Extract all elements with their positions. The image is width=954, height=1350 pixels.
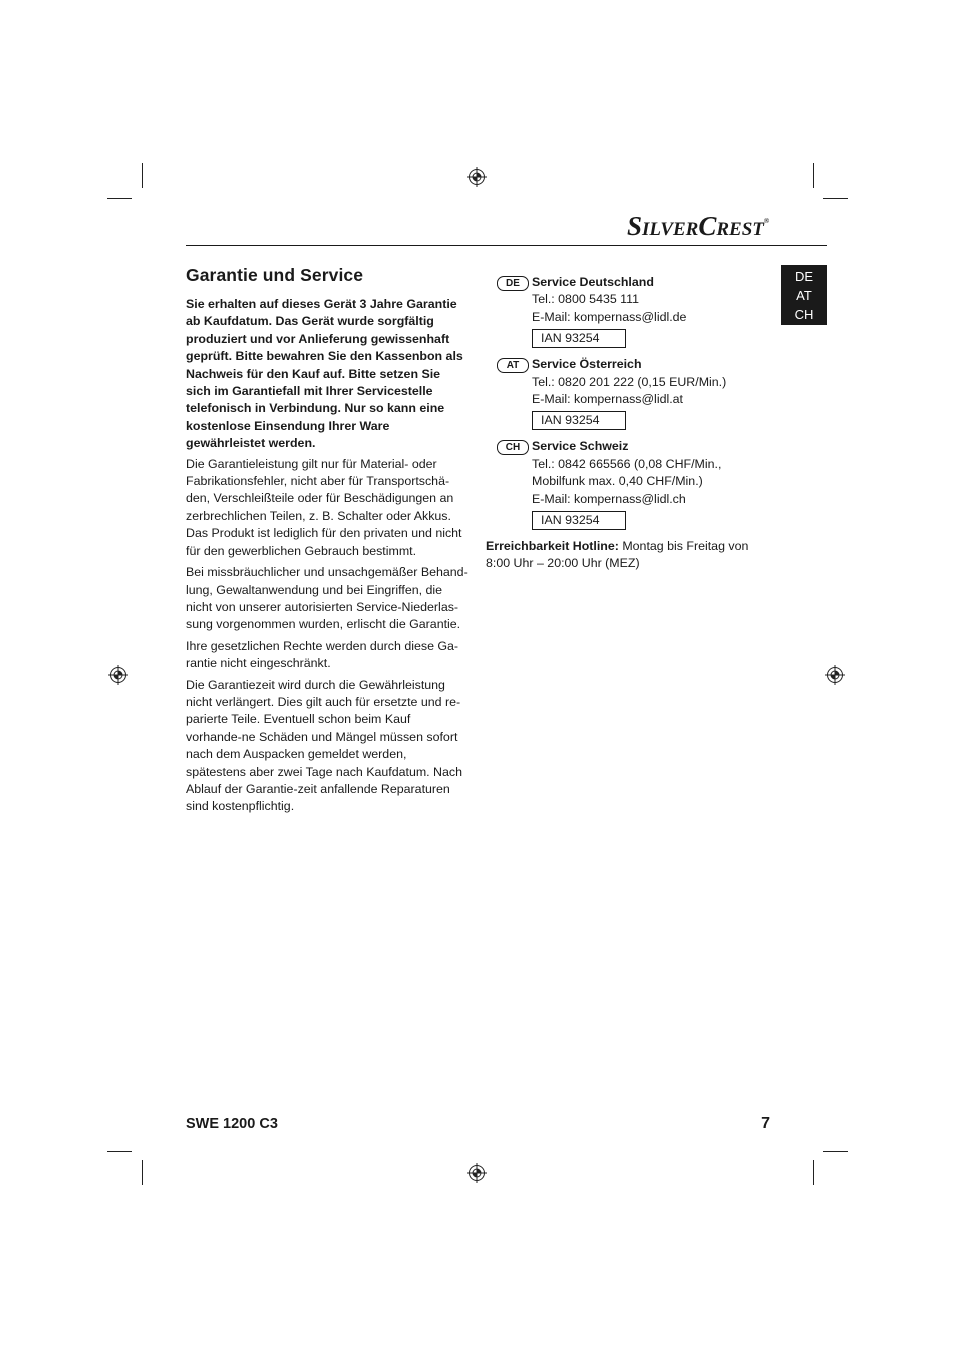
page-title: Garantie und Service <box>186 265 364 285</box>
language-code: DE <box>794 269 814 284</box>
header-rule <box>186 245 827 246</box>
service-block-ch <box>486 438 766 530</box>
crop-mark <box>107 1151 132 1152</box>
crop-mark <box>813 163 814 188</box>
ian-box: IAN 93254 <box>532 511 626 530</box>
warranty-section <box>186 264 468 820</box>
hotline-hours: Montag bis Freitag von 8:00 Uhr – 20:00 Uhr (MEZ) <box>486 539 749 571</box>
service-block-de <box>486 274 766 348</box>
service-contacts <box>486 274 766 573</box>
crop-mark <box>107 198 132 199</box>
crop-mark <box>823 198 848 199</box>
language-code: CH <box>794 307 814 322</box>
svg-text:SILVERCREST®: SILVERCREST® <box>627 211 770 241</box>
body-paragraph: Die Garantiezeit wird durch die Gewährleistung nicht verlängert. Dies gilt auch für ersetzte und re-parierte Teile. Eventuell schon beim Kauf vorhande-ne Schäden und Mängel müssen sofort nach dem Auspacken gemeldet werden, spätestens aber zwei Tage nach Kaufdatum. Nach Ablauf der Garantie-zeit anfallende Reparaturen sind kostenpflichtig. <box>186 677 462 814</box>
body-paragraph: Die Garantieleistung gilt nur für Material- oder Fabrikationsfehler, nicht aber für Transportschä-den, Verschleißteile oder für Beschädigungen an zerbrechlichen Teilen, z. B. Schalter oder Akkus. Das Produkt ist lediglich für den privaten und nicht für den gewerblichen Gebrauch bestimmt. <box>186 456 462 558</box>
service-block-at <box>486 356 766 430</box>
crop-mark <box>813 1160 814 1185</box>
service-email: E-Mail: kompernass@lidl.de <box>532 309 687 324</box>
language-code: AT <box>796 288 812 303</box>
service-email: E-Mail: kompernass@lidl.at <box>532 392 683 407</box>
service-title: Service Schweiz <box>532 439 629 454</box>
registration-mark-icon <box>108 665 128 685</box>
service-phone: Tel.: 0800 5435 111 <box>532 292 640 307</box>
crop-mark <box>823 1151 848 1152</box>
service-email: E-Mail: kompernass@lidl.ch <box>532 491 686 506</box>
service-title: Service Österreich <box>532 357 642 372</box>
registration-mark-icon <box>825 665 845 685</box>
crop-mark <box>142 1160 143 1185</box>
service-phone: Tel.: 0820 201 222 (0,15 EUR/Min.) <box>532 374 727 389</box>
crop-mark <box>142 163 143 188</box>
model-number: SWE 1200 C3 <box>186 1116 278 1132</box>
hotline-label: Erreichbarkeit Hotline: <box>486 539 619 554</box>
language-tab <box>781 265 827 325</box>
hotline-info <box>486 538 766 573</box>
country-badge: DE <box>497 276 529 291</box>
service-phone-mobile: Mobilfunk max. 0,40 CHF/Min.) <box>532 474 703 489</box>
ian-box: IAN 93254 <box>532 411 626 430</box>
registration-mark-icon <box>467 1163 487 1183</box>
ian-box: IAN 93254 <box>532 329 626 348</box>
registration-mark-icon <box>467 167 487 187</box>
body-paragraph: Bei missbräuchlicher und unsachgemäßer Behand-lung, Gewaltanwendung und bei Eingriffen, die nicht von unserer autorisierten Service-Niederlas-sung vorgenommen wurden, erlischt die Garantie. <box>186 565 468 632</box>
page-number: 7 <box>761 1115 770 1132</box>
service-phone: Tel.: 0842 665566 (0,08 CHF/Min., <box>532 456 722 471</box>
country-badge: CH <box>497 440 529 455</box>
country-badge: AT <box>497 358 529 373</box>
lead-paragraph: Sie erhalten auf dieses Gerät 3 Jahre Garantie ab Kaufdatum. Das Gerät wurde sorgfältig produziert und vor Anlieferung gewissenhaft geprüft. Bitte bewahren Sie den Kassenbon als Nachweis für den Kauf auf. Bitte setzen Sie sich im Garantiefall mit Ihrer Servicestelle telefonisch in Verbindung. Nur so kann eine kostenlose Einsendung Ihrer Ware gewährleistet werden. <box>186 297 463 451</box>
body-paragraph: Ihre gesetzlichen Rechte werden durch diese Ga-rantie nicht eingeschränkt. <box>186 638 459 671</box>
service-title: Service Deutschland <box>532 275 654 289</box>
silvercrest-logo <box>627 211 827 241</box>
